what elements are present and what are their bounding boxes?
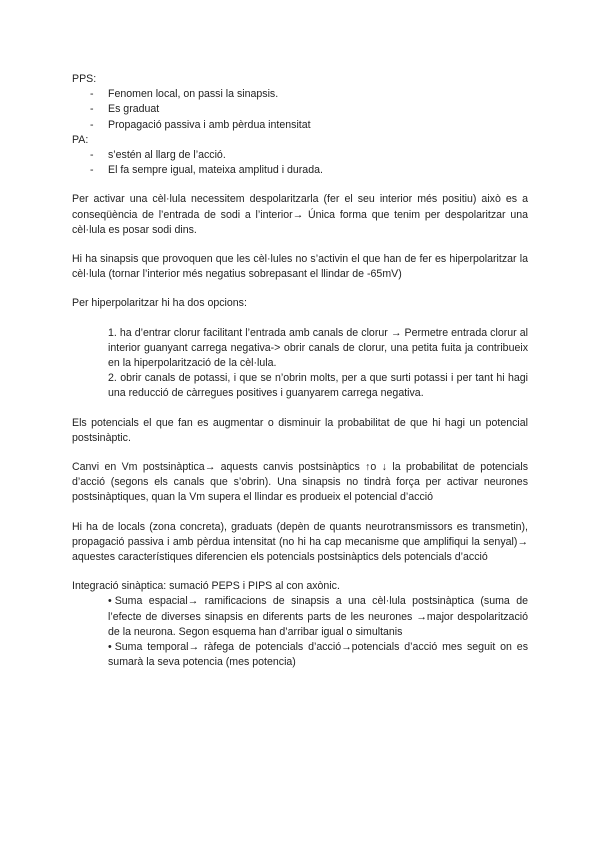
paragraph-opcions: Per hiperpolaritzar hi ha dos opcions: [72,297,247,310]
bullet-marker: • [108,595,112,608]
paragraph-integracio: Integració sinàptica: sumació PEPS i PIPS al con axònic. [72,580,340,593]
sumacio-list [72,594,528,670]
bullet-item [108,594,528,640]
pa-item: - El fa sempre igual, mateixa amplitud i durada. [72,163,528,178]
pa-item: - s’estén al llarg de l’acció. [72,148,528,163]
pps-item: - Propagació passiva i amb pèrdua intensitat [72,118,528,133]
paragraph-potencials: Els potencials el que fan es augmentar o disminuir la probabilitat de que hi hagi un potencial postsinàptic. [72,416,528,444]
pps-list [72,87,528,133]
document-page [72,72,528,671]
pa-list [72,148,528,178]
bullet-marker: • [108,641,112,654]
bullet-item [108,640,528,670]
bullet-text: Suma espacial→ ramificacions de sinapsis a una cèl·lula postsinàptica (suma de l’efecte de diverses sinapsis en diferents parts de les neurones →major despolarització de la neurona. Segon esquema han d’arribar igual o simultanis [108,595,528,638]
paragraph-hiperpolaritzar: Hi ha sinapsis que provoquen que les cèl·lules no s’activin el que han de fer es hiperpolaritzar la cèl·lula (tornar l’interior més negatius sobrepasant el llindar de -65mV) [72,253,528,281]
option-clorur: 1. ha d’entrar clorur facilitant l’entrada amb canals de clorur → Permetre entrada clorur al interior guanyant carrega negativa-> obrir canals de clorur, una petita fuita ja contribueix en la hiperpolarització de la cèl·lula. [108,326,528,370]
pps-label: PPS: [72,73,97,85]
paragraph-canvi-vm: Canvi en Vm postsinàptica→ aquests canvis postsinàptics ↑o ↓ la probabilitat de potencials d’acció (segons els canals que s’obrin). Una sinapsis no tindrà força per activar neurones postsinàptiques, quan la Vm supera el llindar es produeix el potencial d’acció [72,461,528,504]
option-potassi: 2. obrir canals de potassi, i que se n’obrin molts, per a que surti potassi i per tant hi hagi una reducció de càrregues positives i guanyarem carrega negativa. [108,372,528,400]
pps-item: - Es graduat [72,102,528,117]
bullet-text: Suma temporal→ ràfega de potencials d’acció→potencials d’acció mes seguit on es sumarà la seva potencia (mes potencia) [108,641,528,669]
pps-item: - Fenomen local, on passi la sinapsis. [72,87,528,102]
paragraph-despolaritzar: Per activar una cèl·lula necessitem despolaritzarla (fer el seu interior més positiu) això es a conseqüència de l’entrada de sodi a l’interior→ Única forma que tenim per despolaritzar una cèl·lula es posar sodi dins. [72,193,528,236]
paragraph-locals: Hi ha de locals (zona concreta), graduats (depèn de quants neurotransmissors es transmetin), propagació passiva i amb pèrdua intensitat (no hi ha cap mecanisme que amplifiqui la senyal)→ aquestes característiques diferencien els potencials postsinàptics dels potencials d’acció [72,520,528,564]
pa-label: PA: [72,133,89,146]
